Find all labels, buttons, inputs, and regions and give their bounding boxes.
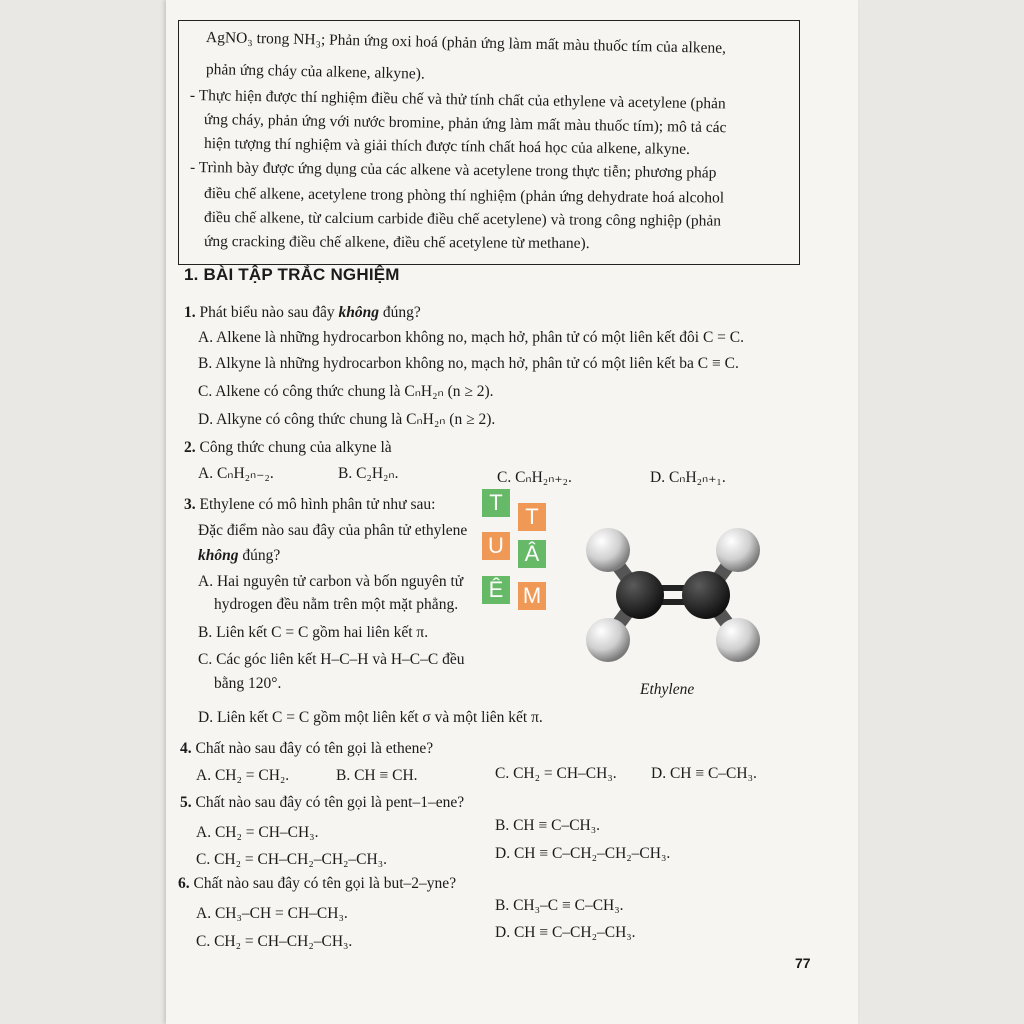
watermark-letter: Â: [518, 540, 546, 568]
box-line: ứng cracking điều chế alkene, điều chế acetylene từ methane).: [203, 233, 590, 253]
question-1-option-a: A. Alkene là những hydrocarbon không no, mạch hở, phân tử có một liên kết đôi C = C.: [198, 329, 745, 346]
question-3-line: không đúng?: [198, 547, 281, 564]
question-2-stem: 2. Công thức chung của alkyne là: [184, 439, 392, 456]
watermark-letter: T: [518, 503, 546, 531]
question-4-option-d: D. CH ≡ C–CH₃.: [651, 765, 757, 782]
question-2-option-d: D. CₙH₂ₙ₊₁.: [650, 469, 726, 486]
question-1-stem: 1. Phát biểu nào sau đây không đúng?: [184, 304, 421, 321]
watermark-letter: T: [482, 489, 510, 517]
question-1-option-d: D. Alkyne có công thức chung là CₙH₂ₙ (n ≥ 2).: [198, 411, 496, 428]
question-1-option-c: C. Alkene có công thức chung là CₙH₂ₙ (n ≥ 2).: [198, 383, 494, 400]
question-3-option-b: B. Liên kết C = C gồm hai liên kết π.: [198, 624, 429, 641]
box-line: - Thực hiện được thí nghiệm điều chế và thử tính chất của ethylene và acetylene (phản: [189, 87, 726, 113]
question-4-option-a: A. CH₂ = CH₂.: [196, 767, 290, 784]
question-6-option-c: C. CH₂ = CH–CH₂–CH₃.: [196, 933, 353, 950]
question-6-stem: 6. Chất nào sau đây có tên gọi là but–2–yne?: [178, 875, 457, 892]
question-4-option-c: C. CH₂ = CH–CH₃.: [495, 765, 617, 782]
question-5-option-c: C. CH₂ = CH–CH₂–CH₂–CH₃.: [196, 851, 387, 868]
watermark-letter: Ê: [482, 576, 510, 604]
question-3-line: Đặc điểm nào sau đây của phân tử ethylene: [198, 522, 468, 539]
question-3-option-a-cont: hydrogen đều nằm trên một mặt phẳng.: [214, 596, 459, 613]
question-2-option-b: B. C₂H₂ₙ.: [338, 465, 399, 482]
question-6-option-b: B. CH₃–C ≡ C–CH₃.: [495, 897, 624, 914]
box-line: - Trình bày được ứng dụng của các alkene và acetylene trong thực tiễn; phương pháp: [189, 159, 717, 182]
question-5-option-d: D. CH ≡ C–CH₂–CH₂–CH₃.: [495, 845, 671, 862]
watermark-letter: M: [518, 582, 546, 610]
watermark-letter: U: [482, 532, 510, 560]
question-5-option-a: A. CH₂ = CH–CH₃.: [196, 824, 319, 841]
question-3-option-a: A. Hai nguyên tử carbon và bốn nguyên tử: [198, 573, 464, 590]
ethylene-molecule-model: [578, 520, 768, 670]
box-line: hiện tượng thí nghiệm và giải thích được tính chất hoá học của alkene, alkyne.: [203, 135, 691, 158]
question-6-option-d: D. CH ≡ C–CH₂–CH₃.: [495, 924, 636, 941]
question-1-option-b: B. Alkyne là những hydrocarbon không no, mạch hở, phân tử có một liên kết ba C ≡ C.: [198, 355, 739, 372]
question-2-option-a: A. CₙH₂ₙ₋₂.: [198, 465, 274, 482]
question-3-option-c-cont: bằng 120°.: [214, 675, 282, 692]
question-4-option-b: B. CH ≡ CH.: [336, 767, 418, 784]
box-line: ứng cháy, phản ứng với nước bromine, phản ứng làm mất màu thuốc tím); mô tả các: [203, 111, 727, 137]
question-2-option-c: C. CₙH₂ₙ₊₂.: [497, 469, 572, 486]
box-line: điều chế alkene, acetylene trong phòng thí nghiệm (phản ứng dehydrate hoá alcohol: [203, 185, 725, 207]
question-3-option-d: D. Liên kết C = C gồm một liên kết σ và một liên kết π.: [198, 709, 543, 726]
question-3-stem: 3. Ethylene có mô hình phân tử như sau:: [184, 496, 436, 513]
section-heading: 1. BÀI TẬP TRẮC NGHIỆM: [184, 265, 400, 284]
box-line: phản ứng cháy của alkene, alkyne).: [205, 61, 425, 83]
question-5-option-b: B. CH ≡ C–CH₃.: [495, 817, 601, 834]
question-number: 1.: [184, 304, 196, 321]
page-number: 77: [795, 955, 811, 971]
box-line: AgNO₃ trong NH₃; Phản ứng oxi hoá (phản ứng làm mất màu thuốc tím của alkene,: [205, 29, 727, 57]
figure-caption: Ethylene: [640, 681, 695, 698]
question-3-option-c: C. Các góc liên kết H–C–H và H–C–C đều: [198, 651, 465, 668]
question-5-stem: 5. Chất nào sau đây có tên gọi là pent–1–ene?: [180, 794, 465, 811]
question-6-option-a: A. CH₃–CH = CH–CH₃.: [196, 905, 348, 922]
question-4-stem: 4. Chất nào sau đây có tên gọi là ethene?: [180, 740, 434, 757]
box-line: điều chế alkene, từ calcium carbide điều chế acetylene) và trong công nghiệp (phản: [203, 209, 722, 230]
